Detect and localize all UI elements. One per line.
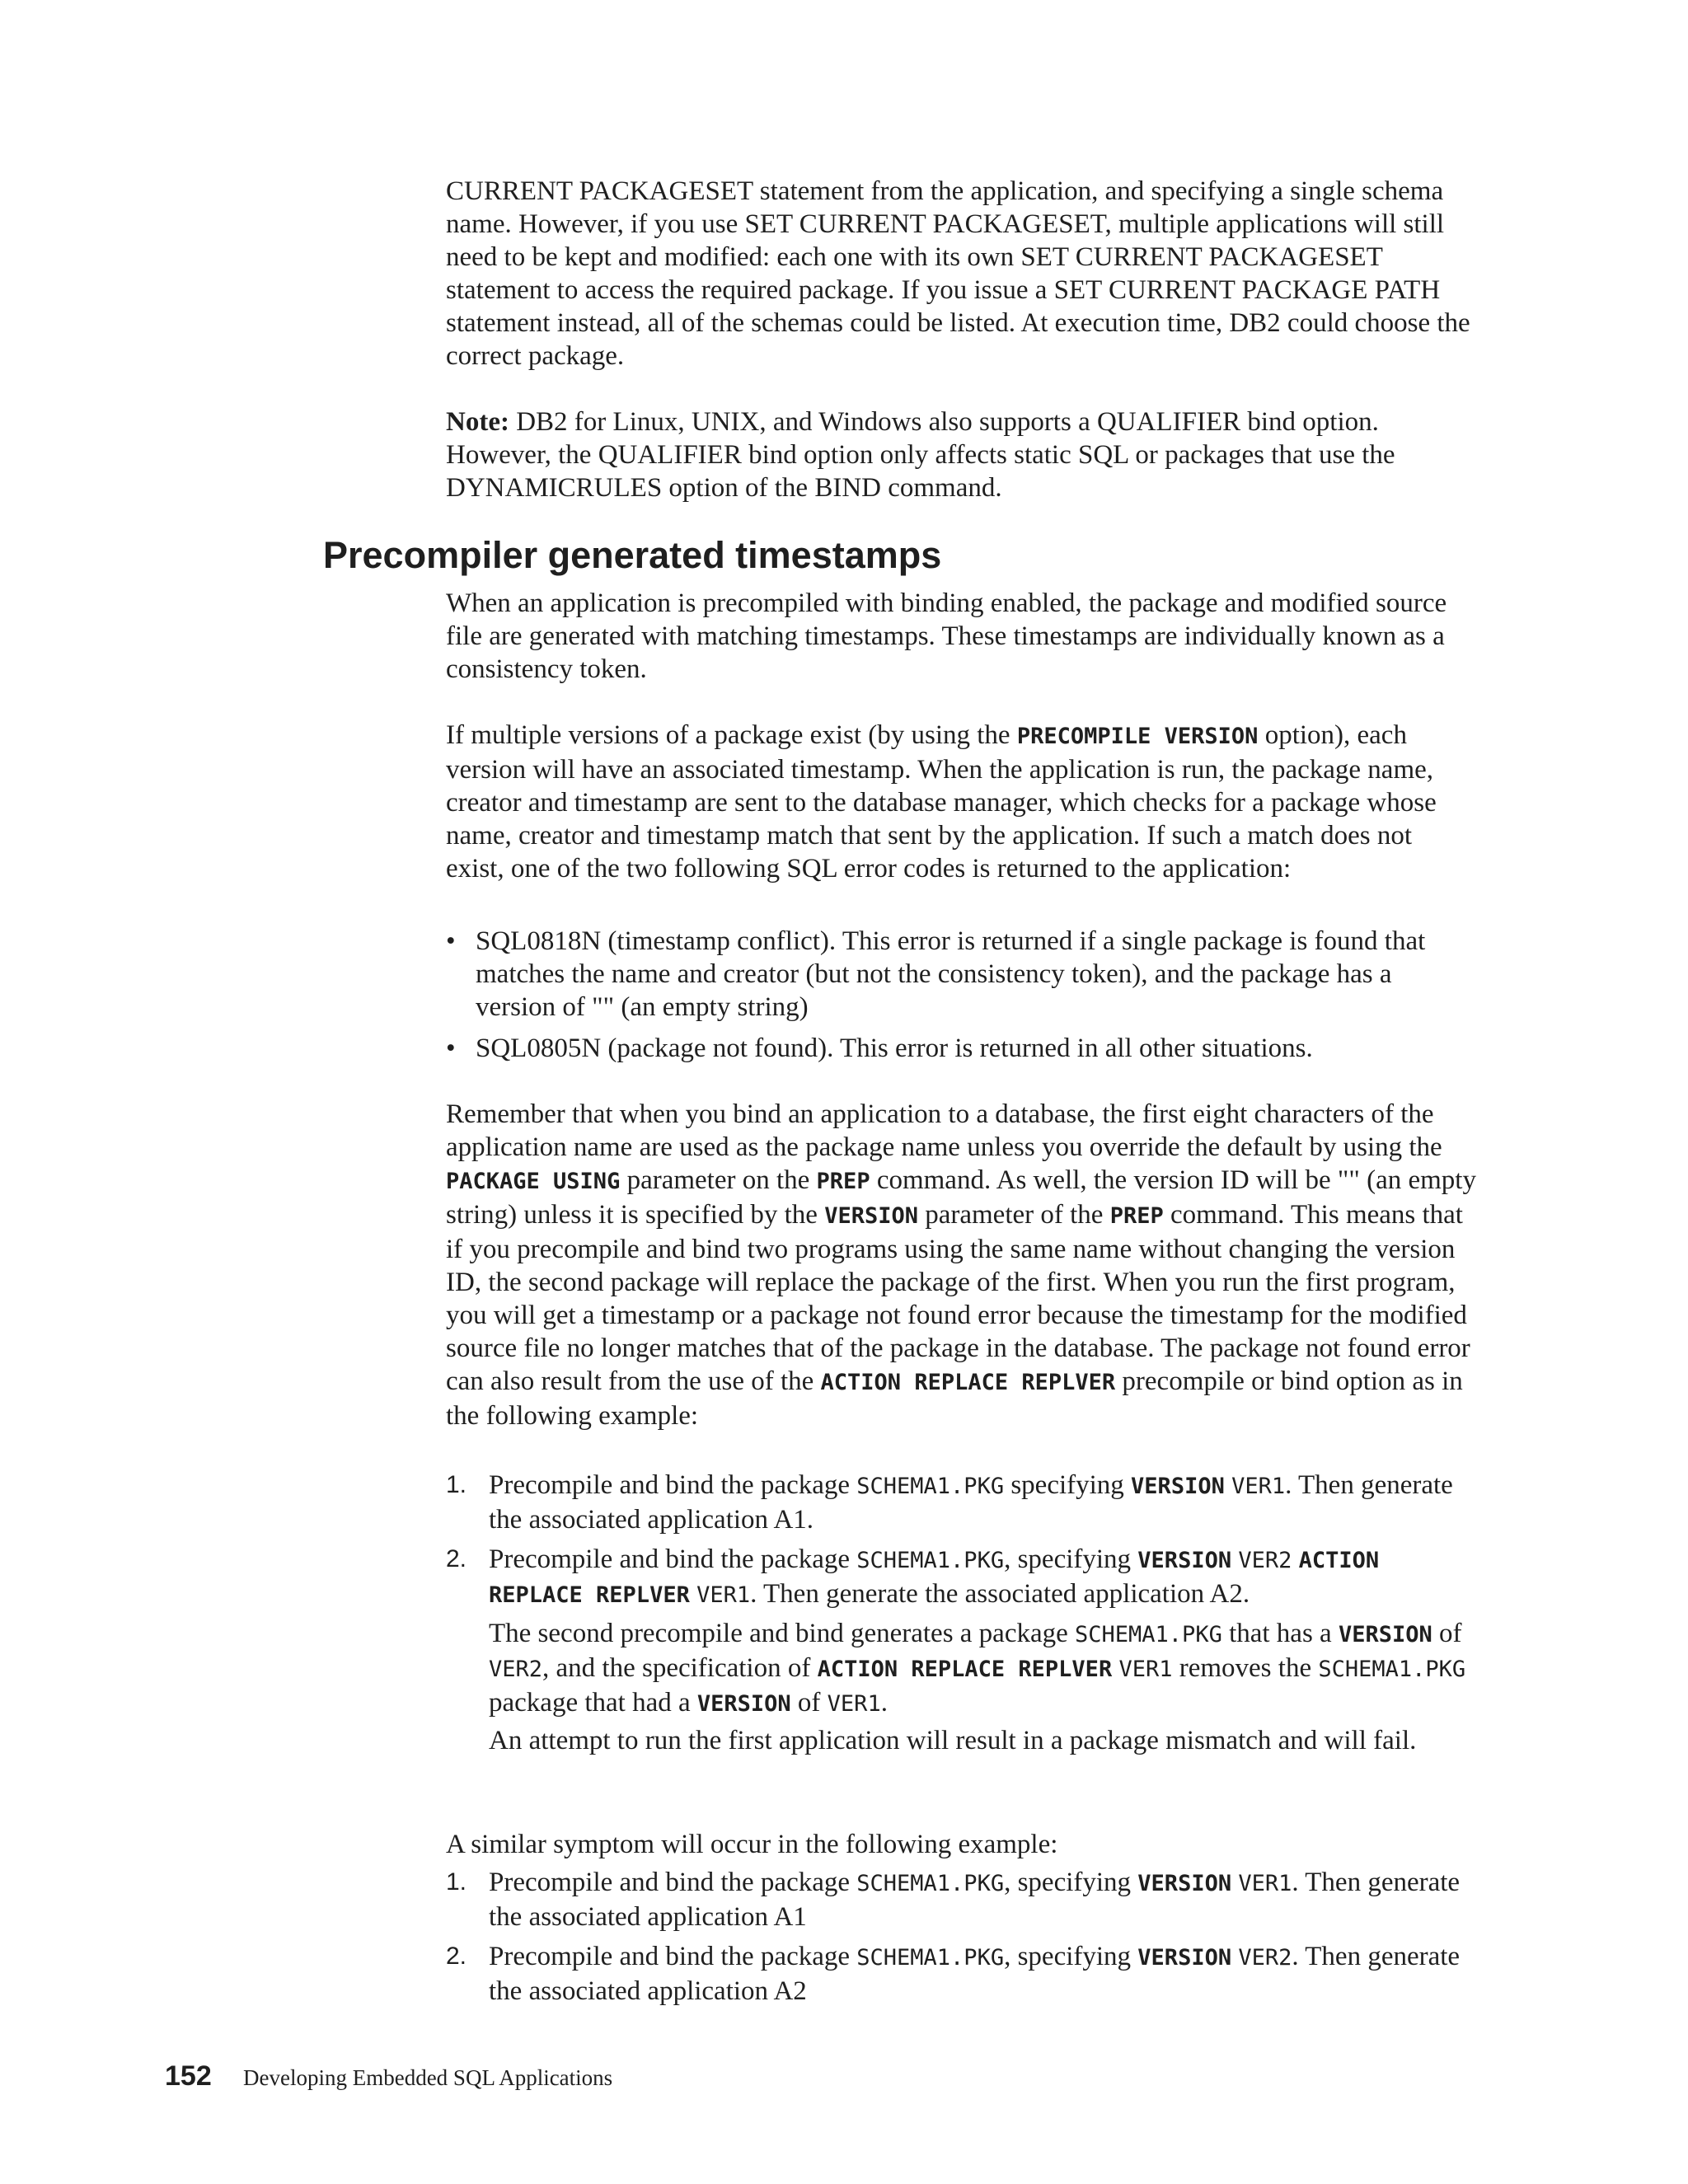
section-heading: Precompiler generated timestamps (323, 534, 942, 576)
text-run: . Then generate the associated application A1. (489, 1470, 1453, 1535)
text-run: Precompile and bind the package (489, 1942, 857, 1971)
text-run: , specifying (1004, 1544, 1138, 1574)
keyword: VERSION (1338, 1622, 1432, 1647)
text-run: Precompile and bind the package (489, 1544, 857, 1574)
keyword: VERSION (1137, 1548, 1232, 1573)
keyword: ACTION REPLACE REPLVER (820, 1370, 1116, 1395)
keyword: PREP (1109, 1203, 1164, 1229)
keyword: PRECOMPILE VERSION (1016, 724, 1259, 749)
item-number: 2. (446, 1943, 467, 1970)
bullet-text: SQL0818N (timestamp conflict). This error is returned if a single package is found that matches the name and creator (but not the consistency token), and the package has a version of "" (an empty string) (476, 926, 1426, 1022)
text-run: precompile or bind option as in the following example: (446, 1366, 1463, 1431)
code: VER1 (1118, 1657, 1173, 1682)
text-run: . Then generate the associated application A1 (489, 1868, 1461, 1932)
text-run: specifying (1004, 1470, 1132, 1500)
note-label: Note: (446, 407, 509, 437)
footer-title: Developing Embedded SQL Applications (243, 2065, 613, 2090)
text-run: , and the specification of (542, 1653, 818, 1683)
text-run: command. As well, the version ID will be "" (an empty string) unless it is specified by the (446, 1165, 1476, 1230)
keyword: ACTION REPLACE REPLVER (489, 1548, 1380, 1608)
text-run (690, 1579, 696, 1609)
intro-paragraph: CURRENT PACKAGESET statement from the application, and specifying a single schema name. However, if you use SET CURRENT PACKAGESET, multiple applications will still need to be kept and modified: each one with its own SET CURRENT PACKAGESET statement to access the required package. If you issue a SET CURRENT PACKAGE PATH statement instead, all of the schemas could be listed. At execution time, DB2 could choose the correct package. (446, 176, 1470, 371)
text-run: parameter of the (917, 1200, 1110, 1230)
code: SCHEMA1.PKG (1075, 1622, 1222, 1647)
bullet-text: SQL0805N (package not found). This error is returned in all other situations. (476, 1033, 1313, 1063)
code: VER1 (827, 1691, 881, 1717)
text-run: removes the (1172, 1653, 1319, 1683)
text-run: . Then generate the associated application A2 (489, 1942, 1461, 2006)
item-detail-paragraph: An attempt to run the first application will result in a package mismatch and will fail. (489, 1726, 1417, 1755)
item-text (489, 1469, 1476, 1536)
code: SCHEMA1.PKG (856, 1871, 1005, 1896)
keyword: VERSION (1137, 1945, 1232, 1971)
code: SCHEMA1.PKG (856, 1548, 1005, 1573)
item-text (489, 1866, 1476, 1933)
code: SCHEMA1.PKG (1318, 1657, 1466, 1682)
item-detail-paragraph (489, 1617, 1476, 1721)
keyword: PREP (816, 1169, 870, 1194)
text-run: option), each version will have an associated timestamp. When the application is run, the package name, creator and timestamp are sent to the database manager, which checks for a package whose name, creator and timestamp match that sent by the application. If such a match does not exist, one of the two following SQL error codes is returned to the application: (446, 720, 1437, 883)
text-run: package that had a (489, 1688, 697, 1718)
text-run: Remember that when you bind an application to a database, the first eight characters of the application name are used as the package name unless you override the default by using the (446, 1099, 1442, 1162)
text-run: command. This means that if you precompile and bind two programs using the same name without changing the version ID, the second package will replace the package of the first. When you run the first program, you will get a timestamp or a package not found error because the timestamp for the modified source file no longer matches that of the package in the database. The package not found error can also result from the use of the (446, 1200, 1470, 1396)
section-paragraph-4: A similar symptom will occur in the following example: (446, 1830, 1058, 1859)
item-number: 2. (446, 1545, 467, 1572)
text-run: parameter on the (620, 1165, 817, 1195)
code: VER2 (489, 1657, 543, 1682)
item-number: 1. (446, 1868, 467, 1896)
item-number: 1. (446, 1471, 467, 1498)
text-run (1292, 1544, 1298, 1574)
code: VER1 (1231, 1474, 1286, 1499)
page-number: 152 (165, 2060, 212, 2092)
text-run: , specifying (1004, 1868, 1138, 1897)
keyword: VERSION (696, 1691, 791, 1717)
note-paragraph (446, 405, 1476, 504)
item-text (489, 1543, 1476, 1612)
keyword: ACTION REPLACE REPLVER (817, 1657, 1113, 1682)
text-run: Precompile and bind the package (489, 1470, 857, 1500)
text-run (1225, 1470, 1231, 1500)
code: VER1 (1238, 1871, 1292, 1896)
code: SCHEMA1.PKG (856, 1474, 1005, 1499)
section-paragraph-1: When an application is precompiled with binding enabled, the package and modified source file are generated with matching timestamps. These timestamps are individually known as a consistency token. (446, 588, 1447, 684)
code: SCHEMA1.PKG (856, 1945, 1005, 1971)
section-paragraph-2 (446, 719, 1476, 885)
note-text: DB2 for Linux, UNIX, and Windows also supports a QUALIFIER bind option. However, the QUALIFIER bind option only affects static SQL or packages that use the DYNAMICRULES option of the BIND command. (446, 407, 1395, 503)
text-run: If multiple versions of a package exist (by using the (446, 720, 1017, 750)
text-run: . Then generate the associated application A2. (750, 1579, 1250, 1609)
keyword: VERSION (824, 1203, 918, 1229)
keyword: PACKAGE USING (446, 1169, 621, 1194)
bullet-marker: • (446, 1033, 456, 1063)
text-run: of (1432, 1619, 1462, 1648)
section-paragraph-3 (446, 1098, 1476, 1432)
item-text (489, 1940, 1476, 2008)
code: VER1 (696, 1582, 751, 1608)
text-run: Precompile and bind the package (489, 1868, 857, 1897)
bullet-marker: • (446, 926, 456, 956)
code: VER2 (1238, 1548, 1292, 1573)
text-run: of (790, 1688, 828, 1718)
keyword: VERSION (1137, 1871, 1232, 1896)
text-run: . (880, 1688, 888, 1718)
text-run: that has a (1221, 1619, 1339, 1648)
text-run: The second precompile and bind generates a package (489, 1619, 1076, 1648)
code: VER2 (1238, 1945, 1292, 1971)
text-run: , specifying (1004, 1942, 1138, 1971)
keyword: VERSION (1131, 1474, 1225, 1499)
